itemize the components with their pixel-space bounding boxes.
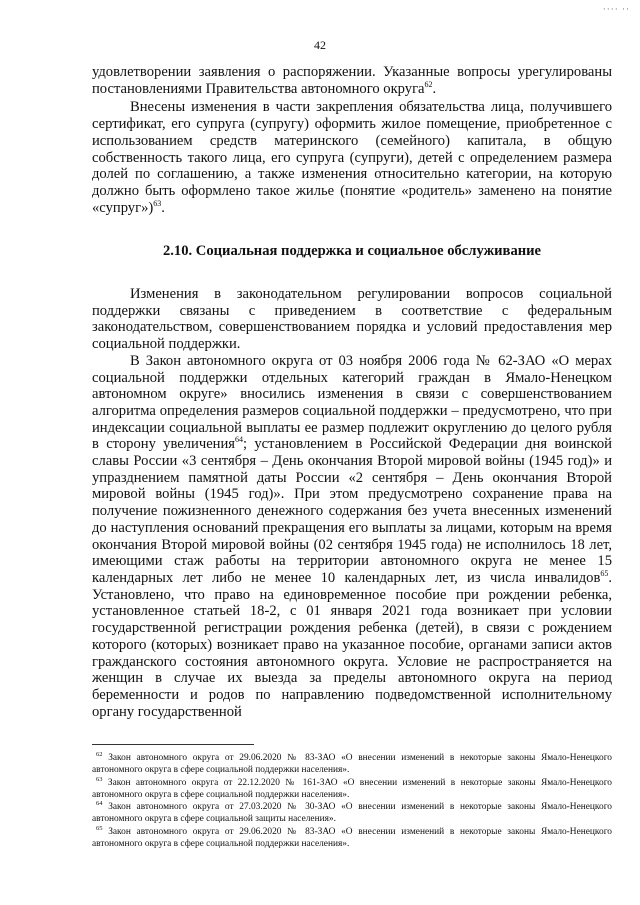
- paragraph-text: Внесены изменения в части закрепления обязательства лица, получившего сертификат, его супруга (супругу) оформить жилое помещение, приобретенное с использованием средств материнского (семейного) капитала, в общую собственность такого лица, его супруга (супруги), детей с определением размера долей по соглашению, а также изменения относительно категории, на которую должно быть оформлено такое жилье (понятие «родитель» заменено на понятие «супруг»): [92, 99, 612, 216]
- footnote-divider: [92, 744, 254, 745]
- paragraph-text: В Закон автономного округа от 03 ноября 2006 года № 62-ЗАО «О мерах социальной поддержки отдельных категорий граждан в Ямало-Ненецком автономном округе» вносились изменения в связи с совершенствованием алгоритма определения размеров социальной поддержки – предусмотрено, что при индексации социальной выплаты ее размер подлежит округлению до целого рубля в сторону увеличения: [92, 352, 612, 453]
- footnote-ref[interactable]: 64: [235, 435, 244, 445]
- paragraph-text: ; установлением в Российской Федерации дня воинской славы России «3 сентября – День окончания Второй мировой войны (1945 год)» и упразднением памятной даты России «2 сентября – День окончания Второй мировой войны (1945 год)». При этом предусмотрено сохранение права на получение пожизненного денежного содержания без учета внесенных изменений до наступления оснований прекращения его выплаты за лицами, которым на время окончания Второй мировой войны (02 сентября 1945 года) не исполнилось 18 лет, имеющими стаж работы на территории автономного округа не менее 15 календарных лет либо не менее 10 календарных лет, из числа инвалидов: [92, 436, 612, 586]
- footnote-text: Закон автономного округа от 22.12.2020 № 161-ЗАО «О внесении изменений в некоторые законы Ямало-Ненецкого автономного округа в сфере социальной поддержки населения».: [92, 777, 612, 800]
- footnote: [92, 777, 612, 802]
- page-number: 42: [314, 38, 326, 52]
- footnote-ref[interactable]: 65: [600, 569, 609, 579]
- footnote-ref[interactable]: 63: [153, 198, 162, 208]
- paragraph-text: . Установлено, что право на единовременное пособие при рождении ребенка, установленное статьей 18-2, с 01 января 2021 года возникает при условии государственной регистрации рождения ребенка (детей), в связи с рождением которого (которых) возникает право на указанное пособие, органами записи актов гражданского состояния автономного округа. Условие не распространяется на женщин в случае их выезда за пределы автономного округа на период беременности и родов по направлению подведомственной исполнительному органу государственной: [92, 569, 612, 720]
- paragraph-law-62: [92, 353, 612, 720]
- footnote-text: Закон автономного округа от 29.06.2020 № 83-ЗАО «О внесении изменений в некоторые законы Ямало-Ненецкого автономного округа в сфере социальной поддержки населения».: [92, 826, 612, 850]
- body-text: [92, 64, 612, 720]
- paragraph-text: удовлетворении заявления о распоряжении. Указанные вопросы урегулированы постановлениями Правительства автономного округа: [92, 64, 612, 97]
- corner-mark: ···· ··: [602, 4, 630, 14]
- footnote-ref[interactable]: 62: [424, 79, 433, 89]
- paragraph-maternity-capital: [92, 99, 612, 216]
- footnote-text: Закон автономного округа от 27.03.2020 № 30-ЗАО «О внесении изменений в некоторые законы Ямало-Ненецкого автономного округа в сфере социальной защиты населения».: [92, 802, 612, 825]
- footnote-number: 65: [96, 824, 103, 832]
- footnote: [92, 826, 612, 851]
- footnotes: [92, 752, 612, 850]
- footnote-number: 63: [96, 775, 103, 783]
- paragraph-tail: .: [161, 199, 165, 216]
- paragraph-continuation: [92, 64, 612, 97]
- footnote-number: 64: [96, 800, 103, 808]
- section-heading: 2.10. Социальная поддержка и социальное обслуживание: [162, 243, 542, 260]
- footnote-number: 62: [96, 750, 103, 758]
- paragraph-tail: .: [432, 80, 437, 97]
- paragraph-intro: Изменения в законодательном регулировании вопросов социальной поддержки связаны с приведением в соответствие с федеральным законодательством, совершенствованием порядка и условий предоставления мер социальной поддержки.: [92, 286, 612, 353]
- footnote-text: Закон автономного округа от 29.06.2020 № 83-ЗАО «О внесении изменений в некоторые законы Ямало-Ненецкого автономного округа в сфере социальной поддержки населения».: [92, 753, 612, 776]
- footnote: [92, 801, 612, 826]
- footnote: [92, 752, 612, 777]
